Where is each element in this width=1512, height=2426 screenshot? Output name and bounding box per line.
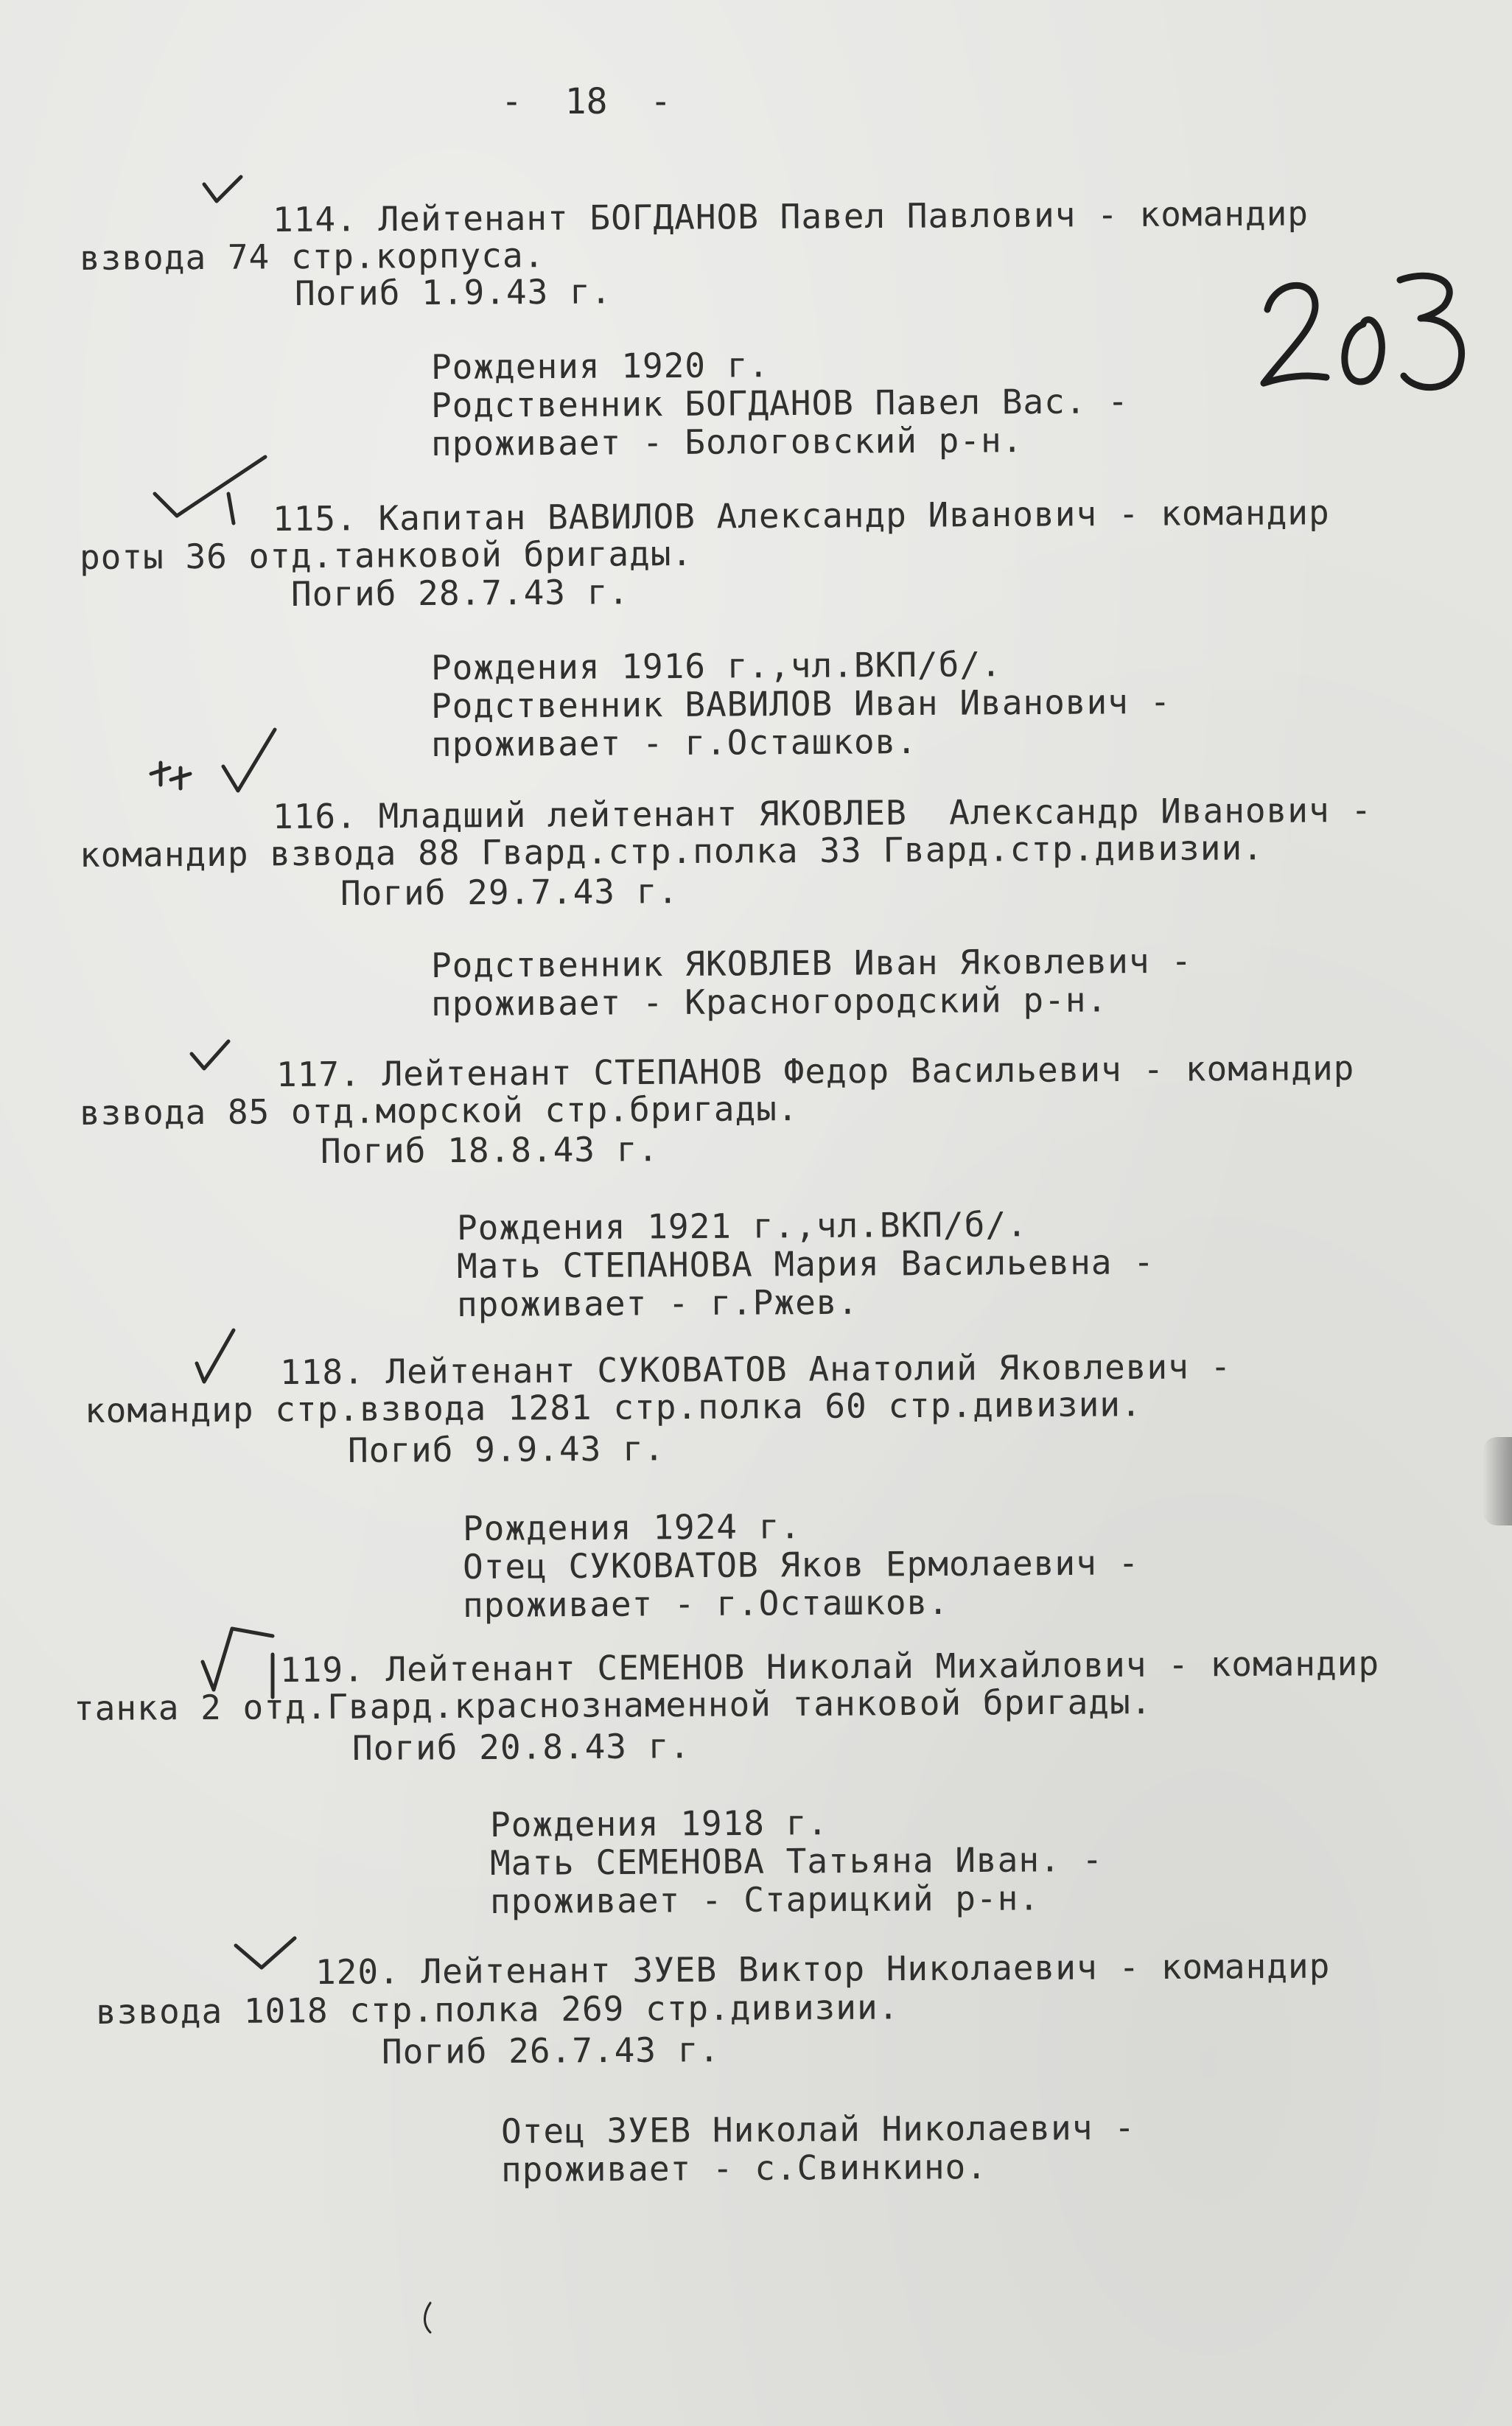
entry-118-detail: проживает - г.Осташков. [462, 1581, 950, 1625]
entry-114-unit: взвода 74 стр.корпуса. [79, 235, 545, 278]
checkmark-icon [151, 453, 269, 527]
entry-114-detail: Рождения 1920 г. [430, 345, 770, 387]
entry-118-title: 118. Лейтенант СУКОВАТОВ Анатолий Яковлевич - [279, 1346, 1232, 1392]
page-number: - 18 - [501, 81, 672, 122]
entry-116-title: 116. Младший лейтенант ЯКОВЛЕВ Александр Иванович - [272, 789, 1373, 836]
entry-118-detail: Рождения 1924 г. [462, 1506, 802, 1548]
checkmark-icon [200, 173, 245, 206]
entry-119-detail: проживает - Старицкий р-н. [489, 1878, 1040, 1921]
entry-117-detail: Рождения 1921 г.,чл.ВКП/б/. [456, 1204, 1028, 1248]
entry-118-detail: Отец СУКОВАТОВ Яков Ермолаевич - [462, 1542, 1140, 1587]
entry-115-detail: проживает - г.Осташков. [430, 721, 918, 764]
entry-115-detail: Рождения 1916 г.,чл.ВКП/б/. [430, 644, 1002, 688]
entry-118-unit: командир стр.взвода 1281 стр.полка 60 стр.дивизии. [84, 1384, 1142, 1430]
svg-text:203: 203 [1253, 267, 1267, 275]
checkmark-icon [220, 726, 279, 796]
entry-114-detail: Родственник БОГДАНОВ Павел Вас. - [430, 381, 1130, 425]
entry-119-unit: танка 2 отд.Гвард.краснознаменной танковой бригады. [73, 1682, 1152, 1728]
checkmark-icon [193, 1326, 237, 1385]
entry-120-detail: Отец ЗУЕВ Николай Николаевич - [500, 2107, 1135, 2151]
entry-114-detail: проживает - Бологовский р-н. [430, 420, 1023, 464]
entry-119-detail: Мать СЕМЕНОВА Татьяна Иван. - [489, 1839, 1104, 1883]
entry-120-detail: проживает - с.Свинкино. [500, 2146, 988, 2189]
entry-117-died: Погиб 18.8.43 г. [320, 1129, 659, 1171]
entry-118-died: Погиб 9.9.43 г. [347, 1428, 665, 1470]
entry-116-detail: Родственник ЯКОВЛЕВ Иван Яковлевич - [430, 940, 1193, 985]
entry-120-unit: взвода 1018 стр.полка 269 стр.дивизии. [95, 1987, 900, 2032]
entry-114-died: Погиб 1.9.43 г. [294, 271, 612, 313]
entry-115-detail: Родственник ВАВИЛОВ Иван Иванович - [430, 681, 1172, 726]
entry-115-title: 115. Капитан ВАВИЛОВ Александр Иванович - командир [272, 492, 1330, 539]
entry-116-detail: проживает - Красногородский р-н. [430, 979, 1108, 1024]
entry-117-detail: Мать СТЕПАНОВА Мария Васильевна - [456, 1242, 1155, 1286]
entry-119-title: 119. Лейтенант СЕМЕНОВ Николай Михайлович - командир [279, 1643, 1380, 1690]
entry-116-died: Погиб 29.7.43 г. [340, 871, 679, 913]
entry-115-died: Погиб 28.7.43 г. [290, 572, 630, 614]
entry-119-died: Погиб 20.8.43 г. [351, 1726, 691, 1768]
entry-115-unit: роты 36 отд.танковой бригады. [79, 533, 693, 577]
entry-120-died: Погиб 26.7.43 г. [381, 2030, 721, 2072]
cross-mark-icon [147, 759, 192, 789]
entry-117-title: 117. Лейтенант СТЕПАНОВ Федор Васильевич - командир [276, 1048, 1355, 1094]
entry-114-title: 114. Лейтенант БОГДАНОВ Павел Павлович - командир [272, 193, 1309, 240]
stray-mark-icon [420, 2299, 435, 2336]
entry-117-detail: проживает - г.Ржев. [456, 1282, 859, 1324]
entry-116-unit: командир взвода 88 Гвард.стр.полка 33 Гвард.стр.дивизии. [79, 828, 1264, 875]
edge-smudge [1483, 1437, 1512, 1525]
checkmark-icon [188, 1038, 232, 1074]
checkmark-icon [232, 1934, 298, 1975]
entry-119-detail: Рождения 1918 г. [489, 1803, 829, 1845]
entry-120-title: 120. Лейтенант ЗУЕВ Виктор Николаевич - командир [315, 1946, 1331, 1992]
entry-117-unit: взвода 85 отд.морской стр.бригады. [79, 1088, 799, 1133]
handwritten-archive-number [1253, 265, 1474, 405]
